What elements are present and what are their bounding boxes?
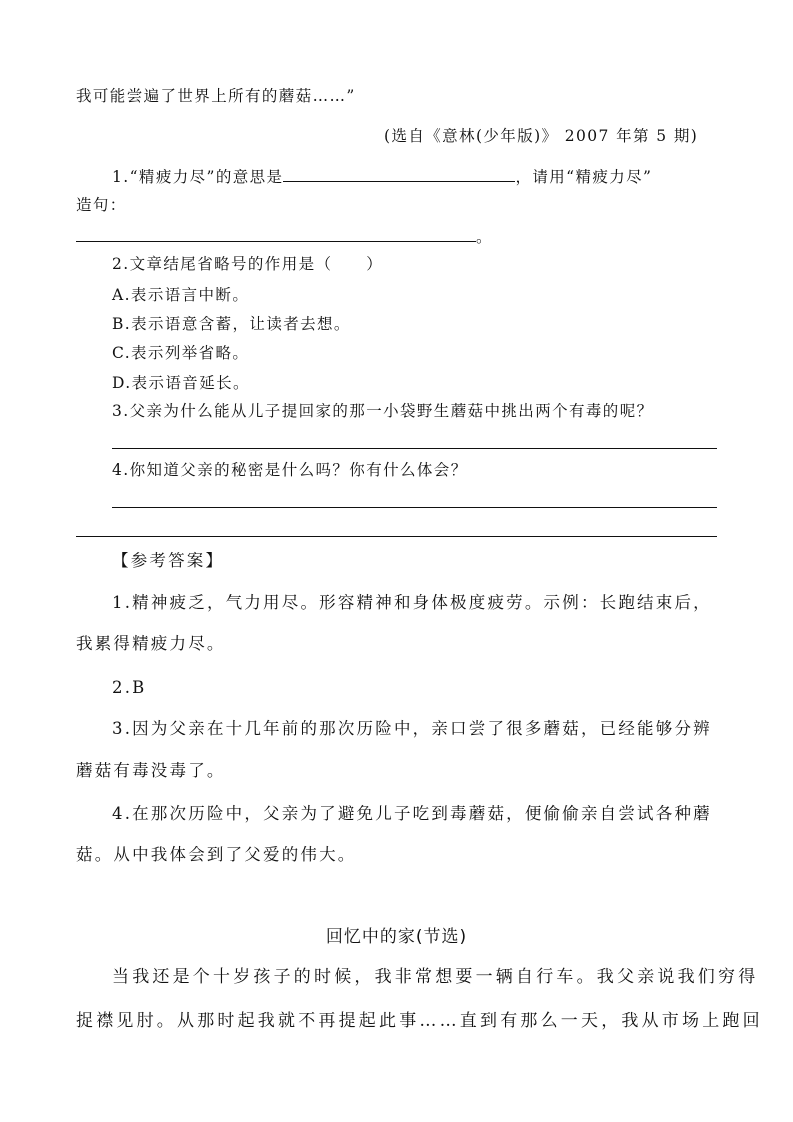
- passage-line-1: 当我还是个十岁孩子的时候，我非常想要一辆自行车。我父亲说我们穷得: [112, 967, 759, 987]
- passage-quote-line: 我可能尝遍了世界上所有的蘑菇……”: [76, 87, 356, 105]
- question-2-option-a: A.表示语言中断。: [112, 286, 250, 304]
- question-2-option-b: B.表示语意含蓄，让读者去想。: [112, 315, 351, 333]
- passage-line-2: 捉襟见肘。从那时起我就不再提起此事……直到有那么一天，我从市场上跑回: [76, 1011, 763, 1031]
- answer-4-line2: 菇。从中我体会到了父爱的伟大。: [76, 845, 357, 864]
- question-1: [112, 166, 652, 187]
- question-1-meaning-blank[interactable]: [283, 166, 515, 182]
- passage-title: 回忆中的家(节选): [325, 927, 468, 947]
- answer-3-line2: 蘑菇有毒没毒了。: [76, 761, 226, 780]
- question-1-end: 。: [476, 228, 493, 246]
- answer-1-line2: 我累得精疲力尽。: [76, 634, 226, 653]
- answer-1-line1: 1.精神疲乏，气力用尽。形容精神和身体极度疲劳。示例：长跑结束后，: [112, 593, 712, 612]
- question-1-sentence-line: [76, 226, 493, 247]
- question-2-option-c: C.表示列举省略。: [112, 344, 250, 362]
- answer-2: 2.B: [112, 678, 147, 697]
- question-4-answer-line[interactable]: [112, 507, 717, 508]
- question-1-sentence-blank[interactable]: [76, 226, 476, 242]
- passage-source: (选自《意林(少年版)》 2007 年第 5 期): [384, 127, 699, 145]
- question-2-option-d: D.表示语音延长。: [112, 374, 250, 392]
- question-3-answer-line[interactable]: [112, 448, 717, 449]
- section-divider: [76, 536, 717, 537]
- answer-heading: 【参考答案】: [112, 551, 225, 570]
- question-3-stem: 3.父亲为什么能从儿子提回家的那一小袋野生蘑菇中挑出两个有毒的呢？: [112, 402, 654, 420]
- question-1-prefix: 1.“精疲力尽”的意思是: [112, 168, 284, 186]
- question-1-line2: 造句：: [76, 196, 127, 214]
- question-4-stem: 4.你知道父亲的秘密是什么吗？你有什么体会？: [112, 461, 468, 479]
- question-2-stem: 2.文章结尾省略号的作用是（ ）: [112, 255, 384, 273]
- answer-4-line1: 4.在那次历险中，父亲为了避免儿子吃到毒蘑菇，便偷偷亲自尝试各种蘑: [112, 804, 712, 823]
- answer-3-line1: 3.因为父亲在十几年前的那次历险中，亲口尝了很多蘑菇，已经能够分辨: [112, 719, 712, 738]
- question-1-suffix: ，请用“精疲力尽”: [515, 168, 653, 186]
